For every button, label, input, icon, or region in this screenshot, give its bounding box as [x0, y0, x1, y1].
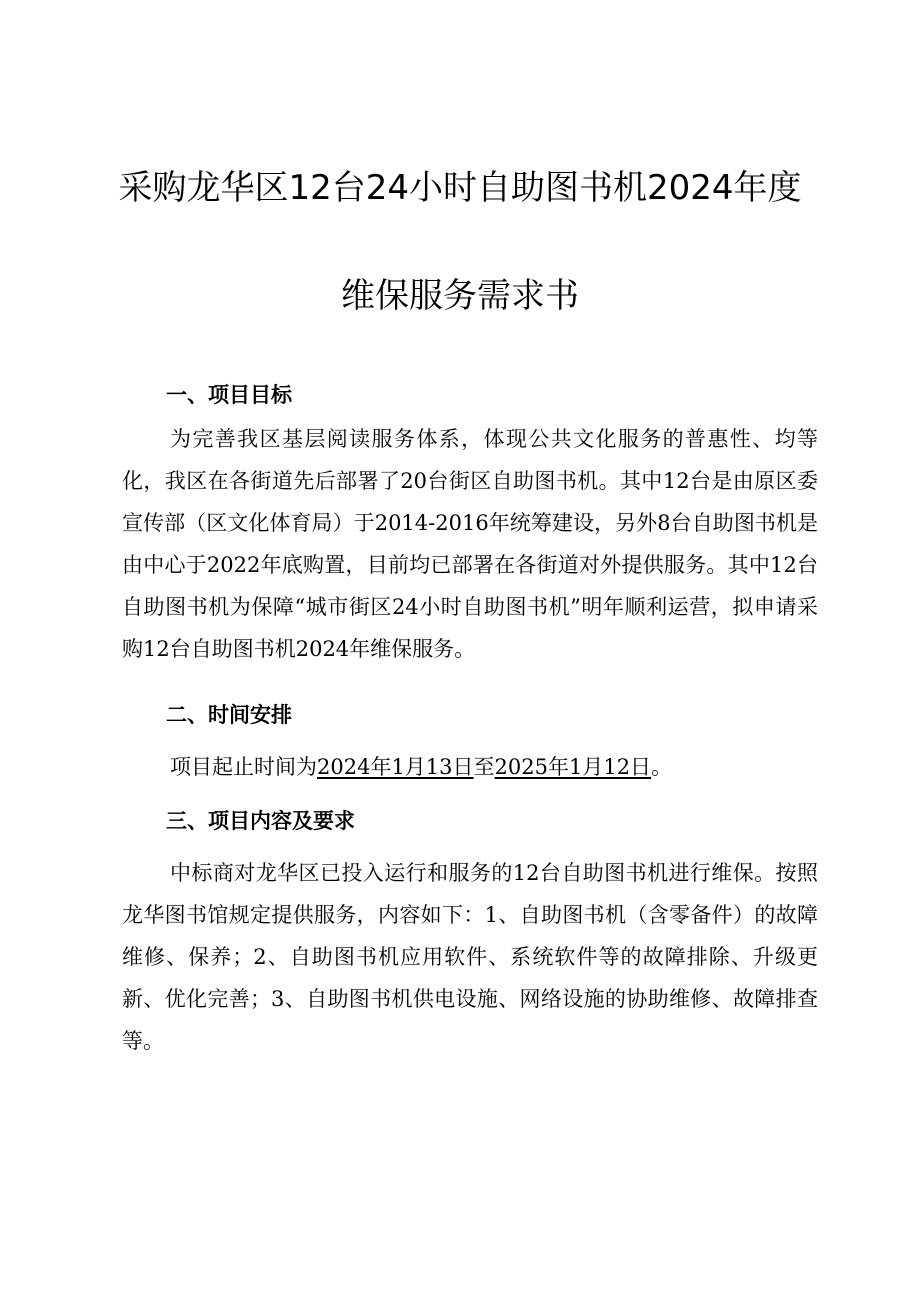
document-subtitle: 维保服务需求书: [341, 276, 579, 316]
schedule-start-date: 2024年1月13日: [317, 755, 474, 779]
schedule-suffix: 。: [651, 755, 673, 779]
section-heading-schedule: 二、时间安排: [166, 703, 292, 727]
section-body-schedule: [122, 746, 818, 788]
schedule-prefix: 项目起止时间为: [170, 755, 317, 779]
section-body-content: 中标商对龙华区已投入运行和服务的12台自助图书机进行维保。按照龙华图书馆规定提供服务，内容如下：1、自助图书机（含零备件）的故障维修、保养；2、自助图书机应用软件、系统软件等的故障排除、升级更新、优化完善；3、自助图书机供电设施、网络设施的协助维修、故障排查等。: [122, 861, 818, 1053]
section-body-goals: 为完善我区基层阅读服务体系，体现公共文化服务的普惠性、均等化，我区在各街道先后部署了20台街区自助图书机。其中12台是由原区委宣传部（区文化体育局）于2014-2016年统筹建设，另外8台自助图书机是由中心于2022年底购置，目前均已部署在各街道对外提供服务。其中12台自助图书机为保障“城市街区24小时自助图书机”明年顺利运营，拟申请采购12台自助图书机2024年维保服务。: [122, 427, 818, 661]
document-title: 采购龙华区12台24小时自助图书机2024年度: [118, 168, 802, 208]
section-heading-content: 三、项目内容及要求: [166, 809, 355, 833]
schedule-end-date: 2025年1月12日: [494, 755, 652, 779]
section-heading-goals: 一、项目目标: [166, 383, 292, 407]
schedule-connector: 至: [473, 755, 495, 779]
